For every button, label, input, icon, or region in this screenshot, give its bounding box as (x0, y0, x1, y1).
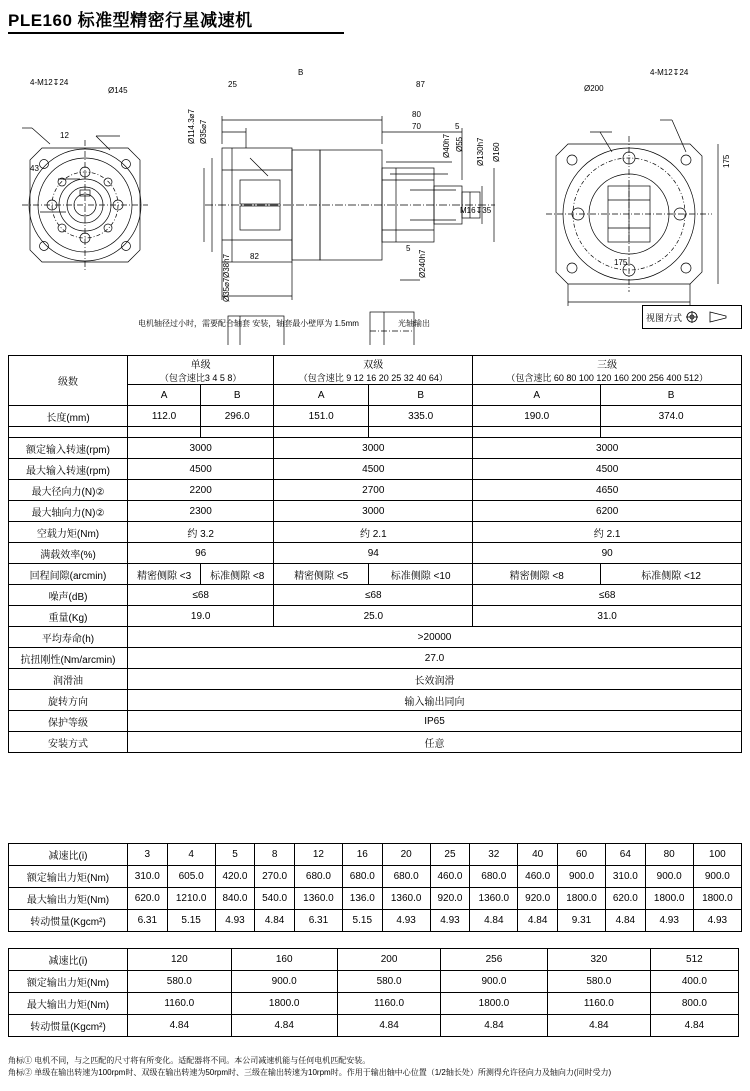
cell: 3 (128, 844, 168, 866)
row-label: 减速比(i) (9, 844, 128, 866)
label-dia40h7: Ø40h7 (442, 133, 451, 158)
stage-1-ratios: （包含速比3 4 5 8） (159, 373, 242, 383)
cell: 90 (473, 543, 742, 564)
cell: 3000 (274, 501, 473, 522)
row-label: 安装方式 (9, 732, 128, 753)
col-1a: A (128, 385, 201, 406)
table-row (9, 459, 742, 480)
specification-table (8, 355, 742, 753)
cell: 任意 (128, 732, 742, 753)
label-82: 82 (250, 252, 259, 261)
table-row (9, 690, 742, 711)
header-stage-1 (128, 356, 274, 385)
cell: 4.84 (441, 1015, 547, 1037)
left-front-view (22, 128, 148, 270)
cell: 1160.0 (547, 993, 651, 1015)
cell: 长效润滑 (128, 669, 742, 690)
footnote-2: 角标② 单级在输出转速为100rpm时、双级在输出转速为50rpm时、三级在输出转速为10rpm时。作用于输出轴中心位置（1/2轴长处）所测得允许径向力及轴向力(同时受力) (8, 1067, 612, 1077)
cell: 2300 (128, 501, 274, 522)
view-symbol-icon (686, 309, 704, 325)
cell: >20000 (128, 627, 742, 648)
cell: 580.0 (337, 971, 441, 993)
table-row (9, 648, 742, 669)
row-label: 抗扭刚性(Nm/arcmin) (9, 648, 128, 669)
label-dia130h7: Ø130h7 (476, 137, 485, 166)
cell: 19.0 (128, 606, 274, 627)
cell: 112.0 (128, 406, 201, 427)
cell: 80 (645, 844, 693, 866)
cell: 256 (441, 949, 547, 971)
row-label: 转动惯量(Kgcm²) (9, 1015, 128, 1037)
cell: 96 (128, 543, 274, 564)
table-row (9, 585, 742, 606)
cell: 25 (430, 844, 470, 866)
cell: 3000 (473, 438, 742, 459)
row-label: 保护等级 (9, 711, 128, 732)
ratio-table-2 (8, 948, 742, 1037)
cell: 512 (651, 949, 738, 971)
cell: 4500 (473, 459, 742, 480)
cell: 920.0 (518, 888, 558, 910)
table-row (9, 971, 742, 993)
label-left-dia145: Ø145 (108, 86, 128, 95)
label-left-12: 12 (60, 131, 69, 140)
table-row (9, 866, 742, 888)
note-right: 光轴输出 (398, 319, 430, 328)
header-stage-3 (473, 356, 742, 385)
cell: 270.0 (255, 866, 295, 888)
row-label: 满载效率(%) (9, 543, 128, 564)
cell (369, 427, 473, 438)
label-25: 25 (228, 80, 237, 89)
cell: 31.0 (473, 606, 742, 627)
cell: 约 2.1 (473, 522, 742, 543)
label-5b: 5 (406, 244, 411, 253)
cell: 20 (382, 844, 430, 866)
table-row (9, 844, 742, 866)
cell-empty (738, 971, 741, 993)
cell: 374.0 (601, 406, 742, 427)
cell: 6.31 (294, 910, 342, 932)
cell: 精密侧隙 <8 (473, 564, 601, 585)
cell: 4.84 (255, 910, 295, 932)
cell: 920.0 (430, 888, 470, 910)
cell: 190.0 (473, 406, 601, 427)
cell: 160 (231, 949, 337, 971)
cell-empty (738, 993, 741, 1015)
label-dia35f7-2: Ø35⌀7 (222, 277, 231, 302)
cell: 1210.0 (167, 888, 215, 910)
cell: 800.0 (651, 993, 738, 1015)
page-title: PLE160 标准型精密行星减速机 (8, 11, 253, 30)
cell-empty (738, 949, 741, 971)
table-row-spacer (9, 427, 742, 438)
cell: 3000 (128, 438, 274, 459)
cell: 120 (128, 949, 232, 971)
cell: 620.0 (128, 888, 168, 910)
cell: 680.0 (294, 866, 342, 888)
table-row (9, 564, 742, 585)
cell: 4.84 (337, 1015, 441, 1037)
row-label: 最大输出力矩(Nm) (9, 888, 128, 910)
cell: 4.93 (693, 910, 741, 932)
center-section-view (204, 116, 495, 345)
right-rear-view (546, 120, 718, 306)
cell: 4.93 (382, 910, 430, 932)
label-dia35f7: Ø35⌀7 (199, 119, 208, 144)
label-left-bolt: 4-M12↧24 (30, 78, 69, 87)
cell: 8 (255, 844, 295, 866)
footnote-1: 角标① 电机不同，与之匹配的尺寸将有所变化。适配器将不同。本公司减速机能与任何电机匹配安装。 (8, 1056, 371, 1065)
row-label: 旋转方向 (9, 690, 128, 711)
cell: 4.93 (430, 910, 470, 932)
table-row (9, 606, 742, 627)
cell: 900.0 (557, 866, 605, 888)
cell: 1800.0 (441, 993, 547, 1015)
stage-2-ratios: （包含速比 9 12 16 20 25 32 40 64） (298, 373, 448, 383)
table-row (9, 711, 742, 732)
cell: 680.0 (342, 866, 382, 888)
cell: 540.0 (255, 888, 295, 910)
cell: 5 (215, 844, 255, 866)
cell: ≤68 (128, 585, 274, 606)
table-row (9, 1015, 742, 1037)
row-label: 最大轴向力(N)② (9, 501, 128, 522)
row-label: 空载力矩(Nm) (9, 522, 128, 543)
cell: 4 (167, 844, 215, 866)
cell: 12 (294, 844, 342, 866)
cell: 680.0 (382, 866, 430, 888)
cell: 94 (274, 543, 473, 564)
cell (274, 427, 369, 438)
cell: 900.0 (441, 971, 547, 993)
cell: 580.0 (547, 971, 651, 993)
cell: 200 (337, 949, 441, 971)
cell: 4.84 (547, 1015, 651, 1037)
cell: 136.0 (342, 888, 382, 910)
table-row (9, 993, 742, 1015)
col-2a: A (274, 385, 369, 406)
label-right-175v: 175 (722, 154, 731, 168)
view-mode-box (642, 305, 742, 329)
cell: 900.0 (231, 971, 337, 993)
label-dia200: Ø200 (584, 84, 604, 93)
label-B: B (298, 68, 304, 77)
cell: 460.0 (430, 866, 470, 888)
cell: 标准侧隙 <10 (369, 564, 473, 585)
cell: 1800.0 (231, 993, 337, 1015)
cell: ≤68 (274, 585, 473, 606)
cell: 标准侧隙 <8 (201, 564, 274, 585)
cell: 27.0 (128, 648, 742, 669)
header-stage-label: 级数 (9, 356, 128, 406)
row-label: 长度(mm) (9, 406, 128, 427)
table-row (9, 406, 742, 427)
cell: 460.0 (518, 866, 558, 888)
row-label: 减速比(i) (9, 949, 128, 971)
cell: 2700 (274, 480, 473, 501)
row-label: 最大输入转速(rpm) (9, 459, 128, 480)
label-right-bolt: 4-M12↧24 (650, 68, 689, 77)
note-left: 电机轴径过小时，需要配合轴套 安装，轴套最小壁厚为 1.5mm (138, 319, 359, 328)
cell: 1360.0 (470, 888, 518, 910)
cell: 1360.0 (294, 888, 342, 910)
cell: 9.31 (557, 910, 605, 932)
cell: 4.84 (651, 1015, 738, 1037)
cell: 5.15 (342, 910, 382, 932)
cell: 6.31 (128, 910, 168, 932)
cell: 4500 (128, 459, 274, 480)
cell: 900.0 (693, 866, 741, 888)
cell: 32 (470, 844, 518, 866)
cell: 335.0 (369, 406, 473, 427)
cell (9, 427, 128, 438)
cell: 620.0 (606, 888, 646, 910)
cell: 680.0 (470, 866, 518, 888)
stage-3-ratios: （包含速比 60 80 100 120 160 200 256 400 512） (506, 373, 708, 383)
label-left-43: 43 (30, 164, 39, 173)
cell: 64 (606, 844, 646, 866)
cell: 4500 (274, 459, 473, 480)
col-3b: B (601, 385, 742, 406)
cell: 1800.0 (645, 888, 693, 910)
view-mode-label: 视图方式 (646, 312, 683, 323)
cell: 4.84 (518, 910, 558, 932)
technical-drawing (0, 40, 750, 345)
cell: 5.15 (167, 910, 215, 932)
cell: 6200 (473, 501, 742, 522)
footnotes (8, 1055, 748, 1078)
label-5: 5 (455, 122, 460, 131)
stage-2-name: 双级 (363, 360, 384, 371)
cell-empty (738, 1015, 741, 1037)
cell: 2200 (128, 480, 274, 501)
cell: 1160.0 (337, 993, 441, 1015)
table-row (9, 910, 742, 932)
row-label: 额定输出力矩(Nm) (9, 971, 128, 993)
cell (601, 427, 742, 438)
cell: 296.0 (201, 406, 274, 427)
row-label: 噪声(dB) (9, 585, 128, 606)
col-1b: B (201, 385, 274, 406)
cell: 1800.0 (693, 888, 741, 910)
view-cone-icon (708, 309, 730, 325)
cell: 输入输出同向 (128, 690, 742, 711)
cell: 约 2.1 (274, 522, 473, 543)
cell: ≤68 (473, 585, 742, 606)
row-label: 重量(Kg) (9, 606, 128, 627)
cell: 约 3.2 (128, 522, 274, 543)
cell: 100 (693, 844, 741, 866)
cell: 25.0 (274, 606, 473, 627)
label-80: 80 (412, 110, 421, 119)
table-row (9, 543, 742, 564)
col-2b: B (369, 385, 473, 406)
cell: 4650 (473, 480, 742, 501)
label-87: 87 (416, 80, 425, 89)
cell: 4.84 (470, 910, 518, 932)
label-dia38h7: Ø38h7 (222, 253, 231, 278)
cell (473, 427, 601, 438)
table-row (9, 949, 742, 971)
cell: 精密侧隙 <3 (128, 564, 201, 585)
cell: 840.0 (215, 888, 255, 910)
stage-1-name: 单级 (190, 360, 211, 371)
cell: 60 (557, 844, 605, 866)
label-m16: M16↧35 (460, 206, 492, 215)
cell: 310.0 (606, 866, 646, 888)
cell: 310.0 (128, 866, 168, 888)
cell: 151.0 (274, 406, 369, 427)
cell: 4.84 (128, 1015, 232, 1037)
stage-3-name: 三级 (597, 360, 618, 371)
label-dia240h7: Ø240h7 (418, 249, 427, 278)
row-label: 回程间隙(arcmin) (9, 564, 128, 585)
table-row (9, 732, 742, 753)
label-70: 70 (412, 122, 421, 131)
cell (128, 427, 201, 438)
row-label: 最大输出力矩(Nm) (9, 993, 128, 1015)
label-dia1143: Ø114.3⌀7 (187, 109, 196, 144)
row-label: 转动惯量(Kgcm²) (9, 910, 128, 932)
table-row (9, 438, 742, 459)
cell: 4.93 (645, 910, 693, 932)
cell: 1360.0 (382, 888, 430, 910)
cell: 16 (342, 844, 382, 866)
title-underline (8, 32, 344, 34)
cell: 1160.0 (128, 993, 232, 1015)
cell: 605.0 (167, 866, 215, 888)
cell: 3000 (274, 438, 473, 459)
table-row (9, 522, 742, 543)
ratio-table-1 (8, 843, 742, 932)
row-label: 润滑油 (9, 669, 128, 690)
cell (201, 427, 274, 438)
header-stage-2 (274, 356, 473, 385)
cell: 标准侧隙 <12 (601, 564, 742, 585)
cell: 4.84 (606, 910, 646, 932)
col-3a: A (473, 385, 601, 406)
cell: 320 (547, 949, 651, 971)
table-row (9, 501, 742, 522)
cell: 400.0 (651, 971, 738, 993)
row-label: 额定输入转速(rpm) (9, 438, 128, 459)
cell: 900.0 (645, 866, 693, 888)
label-dia55: Ø55 (455, 136, 464, 152)
table-row (9, 627, 742, 648)
label-dia160: Ø160 (492, 142, 501, 162)
cell: 精密侧隙 <5 (274, 564, 369, 585)
cell: 40 (518, 844, 558, 866)
row-label: 额定输出力矩(Nm) (9, 866, 128, 888)
table-header-row (9, 356, 742, 385)
table-row (9, 669, 742, 690)
cell: IP65 (128, 711, 742, 732)
cell: 1800.0 (557, 888, 605, 910)
row-label: 平均寿命(h) (9, 627, 128, 648)
table-row (9, 480, 742, 501)
table-row (9, 888, 742, 910)
label-right-175h: 175 (614, 258, 628, 267)
cell: 4.84 (231, 1015, 337, 1037)
cell: 4.93 (215, 910, 255, 932)
row-label: 最大径向力(N)② (9, 480, 128, 501)
cell: 420.0 (215, 866, 255, 888)
cell: 580.0 (128, 971, 232, 993)
